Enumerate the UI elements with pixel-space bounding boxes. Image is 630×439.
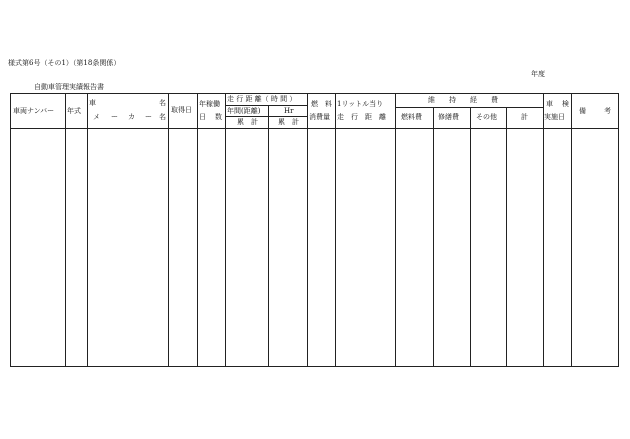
header-hr: Hr	[284, 107, 294, 115]
header-cumulative-hours: 累 計	[278, 118, 299, 126]
header-inspection-date: 実施日	[544, 113, 565, 121]
header-acquired-date: 取得日	[171, 106, 192, 114]
header-inspection-a: 車	[546, 100, 553, 108]
header-maker-dash1: ー	[111, 113, 118, 121]
header-fuel-cost: 燃料費	[401, 113, 422, 121]
header-maker-ka: カ	[128, 113, 135, 121]
header-fuel-consumption: 消費量	[309, 113, 330, 121]
header-model-year: 年式	[67, 107, 81, 115]
header-fuel-b: 料	[325, 100, 332, 108]
fiscal-year-label: 年度	[531, 70, 545, 78]
header-plate-number: 車両ナンバー	[13, 107, 55, 115]
header-maker-dash2: ー	[145, 113, 152, 121]
table-outer-border	[11, 94, 619, 367]
header-car-name-mei: 名	[159, 99, 166, 107]
header-maker-mei: 名	[159, 113, 166, 121]
header-per-liter-distance: 走 行 距 離	[337, 113, 386, 121]
header-other-cost: その他	[476, 113, 497, 121]
header-remarks-a: 備	[579, 107, 586, 115]
header-inspection-b: 検	[562, 100, 569, 108]
report-title: 自動車管理実績報告書	[34, 83, 104, 91]
header-annual-operation: 年稼働	[199, 100, 220, 108]
header-remarks-b: 考	[604, 107, 611, 115]
header-maker-me: メ	[93, 113, 100, 121]
form-number-title: 様式第6号（その1）（第18条関係）	[8, 59, 121, 67]
header-distance-group: 走 行 距 離（ 時 間 ）	[227, 95, 297, 103]
header-repair-cost: 修繕費	[438, 113, 459, 121]
header-car-name-kuruma: 車	[89, 99, 96, 107]
header-fuel-a: 燃	[311, 100, 318, 108]
header-annual-operation-days-a: 日	[199, 113, 206, 121]
header-annual-distance: 年間(距離)	[227, 107, 261, 115]
header-maintenance-group: 維 持 経 費	[428, 96, 498, 104]
header-annual-operation-days-b: 数	[215, 113, 222, 121]
header-cumulative-distance: 累 計	[237, 118, 258, 126]
header-per-liter: 1リットル当り	[337, 100, 384, 108]
header-total-cost: 計	[521, 113, 528, 121]
